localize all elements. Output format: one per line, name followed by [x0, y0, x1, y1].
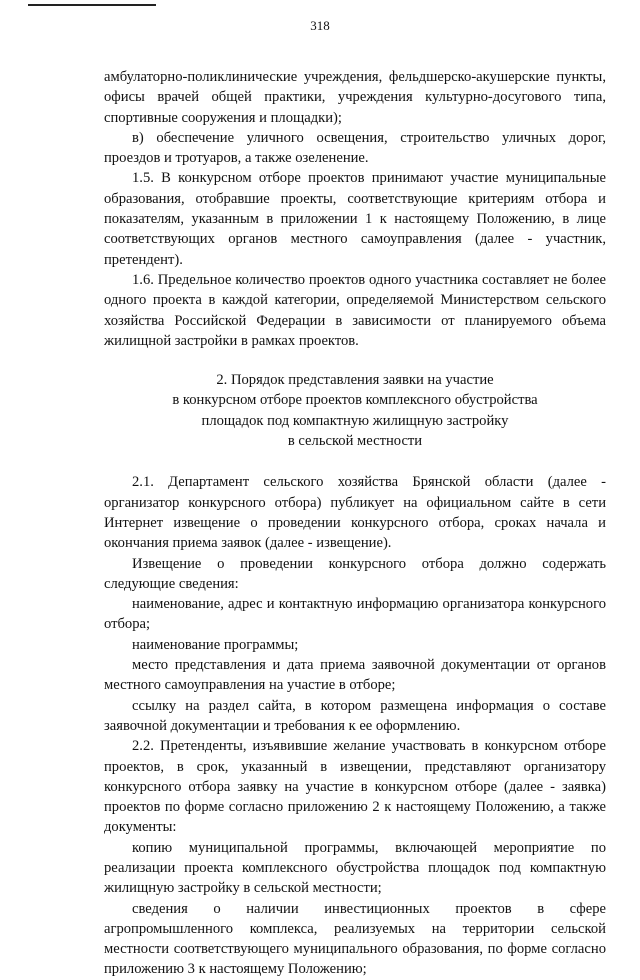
section-heading-line: в сельской местности — [287, 433, 423, 450]
paragraph: наименование программы; — [132, 636, 299, 653]
page-number: 318 — [310, 18, 330, 33]
paragraph: амбулаторно-поликлинические учреждения, фельдшерско-акушерские пункты, офисы врачей общей практики, учреждения культурно-досугового типа, спортивные сооружения и площадки); — [104, 69, 606, 126]
paragraph: 1.6. Предельное количество проектов одного участника составляет не более одного проекта в каждой категории, определяемой Министерством сельского хозяйства Российской Федерации в зависимости от планируемого объема жилищной застройки в рамках проектов. — [104, 271, 606, 349]
section-heading-line: площадок под компактную жилищную застройку — [201, 412, 509, 429]
paragraph: 2.2. Претенденты, изъявившие желание участвовать в конкурсном отборе проектов, в срок, указанный в извещении, представляют организатору конкурсного отбора заявку на участие в конкурсном отборе (далее - заявка) проектов по форме согласно приложению 2 к настоящему Положению, а также документы: — [104, 738, 606, 836]
paragraph: в) обеспечение уличного освещения, строительство уличных дорог, проездов и тротуаров, а также озеленение. — [104, 129, 606, 167]
paragraph: 2.1. Департамент сельского хозяйства Брянской области (далее - организатор конкурсного отбора) публикует на официальном сайте в сети Интернет извещение о проведении конкурсного отбора, сроках начала и окончания приема заявок (далее - извещение). — [104, 474, 606, 552]
paragraph: сведения о наличии инвестиционных проектов в сфере агропромышленного комплекса, реализуемых на территории сельской местности соответствующего муниципального образования, по форме согласно приложению 3 к настоящему Положению; — [104, 900, 606, 978]
paragraph: 1.5. В конкурсном отборе проектов принимают участие муниципальные образования, отобравшие проекты, соответствующие критериям отбора и показателям, указанным в приложении 1 к настоящему Положению, в лице соответствующих органов местного самоуправления (далее - участник, претендент). — [104, 170, 606, 268]
section-heading-line: 2. Порядок представления заявки на участие — [216, 372, 494, 389]
paragraph: наименование, адрес и контактную информацию организатора конкурсного отбора; — [104, 596, 606, 633]
document-body — [104, 67, 606, 980]
paragraph: ссылку на раздел сайта, в котором размещена информация о составе заявочной документации и требования к ее оформлению. — [104, 697, 606, 734]
paragraph: Извещение о проведении конкурсного отбора должно содержать следующие сведения: — [104, 555, 606, 592]
top-rule — [28, 4, 156, 6]
paragraph: место представления и дата приема заявочной документации от органов местного самоуправления на участие в отборе; — [104, 657, 606, 694]
section-heading-line: в конкурсном отборе проектов комплексного обустройства — [172, 392, 538, 409]
paragraph: копию муниципальной программы, включающей мероприятие по реализации проекта комплексного обустройства площадок под компактную жилищную застройку в сельской местности; — [104, 839, 606, 897]
